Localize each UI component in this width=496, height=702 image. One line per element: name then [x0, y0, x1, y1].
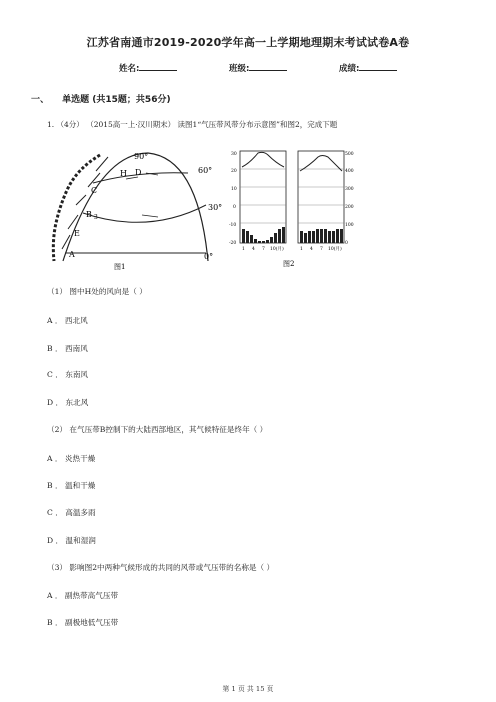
label-C: C — [91, 186, 98, 195]
section-number: 一、 — [31, 95, 50, 105]
svg-text:7: 7 — [262, 247, 265, 252]
pressure-belt-strip — [53, 155, 100, 261]
figure-2-caption: 图2 — [283, 260, 295, 268]
chart-gridlines — [240, 169, 344, 223]
section-heading — [31, 92, 171, 105]
label-B: B — [86, 210, 92, 219]
sq1-option-b[interactable]: B ． 西南风 — [47, 344, 88, 353]
svg-text:-20: -20 — [229, 241, 237, 246]
score-blank[interactable] — [359, 62, 397, 71]
lat-0-label: 0° — [204, 252, 214, 261]
inner-wind-arrows — [126, 173, 158, 217]
label-E: E — [74, 229, 80, 238]
figure-2-climate-charts — [228, 145, 353, 270]
page-footer: 第 1 页 共 15 页 — [222, 685, 274, 693]
subquestion-2-stem: （2） 在气压带B控制下的大陆西部地区，其气候特征是终年（ ） — [47, 425, 268, 434]
wind-arrows — [62, 157, 108, 249]
precip-bars-left — [242, 227, 285, 243]
label-H: H — [120, 169, 127, 178]
right-axis-ticks — [345, 151, 354, 246]
svg-text:400: 400 — [345, 169, 354, 174]
svg-text:1: 1 — [300, 247, 303, 252]
figure-1-wind-belts — [38, 143, 223, 273]
score-field[interactable] — [339, 62, 397, 74]
sq1-option-d[interactable]: D ． 东北风 — [47, 398, 89, 407]
svg-text:10: 10 — [231, 187, 237, 192]
lat-60-label: 60° — [198, 166, 213, 175]
sq1-option-c[interactable]: C ． 东南风 — [47, 370, 89, 379]
label-3: 3 — [94, 214, 98, 221]
precip-bars-right — [300, 229, 343, 243]
svg-text:7: 7 — [320, 247, 323, 252]
svg-text:10(月): 10(月) — [270, 247, 284, 252]
left-axis-ticks — [229, 151, 237, 246]
class-blank[interactable] — [249, 62, 287, 71]
figure-1-caption: 图1 — [114, 263, 126, 271]
svg-text:0: 0 — [345, 241, 348, 246]
latitude-30-line — [83, 205, 206, 222]
sq3-option-a[interactable]: A ． 副热带高气压带 — [47, 591, 119, 600]
name-blank[interactable] — [139, 62, 177, 71]
lat-90-label: 90° — [134, 152, 149, 161]
sq3-option-b[interactable]: B ． 副极地低气压带 — [47, 618, 119, 627]
label-A: A — [69, 250, 75, 259]
name-field[interactable] — [119, 62, 177, 74]
class-field[interactable] — [229, 62, 287, 74]
class-label: 班级: — [229, 64, 250, 74]
svg-text:300: 300 — [345, 187, 354, 192]
svg-text:4: 4 — [310, 247, 313, 252]
svg-text:4: 4 — [252, 247, 255, 252]
svg-text:500: 500 — [345, 152, 354, 157]
page-title: 江苏省南通市2019-2020学年高一上学期地理期末考试试卷A卷 — [86, 36, 410, 49]
sq1-option-a[interactable]: A ． 西北风 — [47, 316, 88, 325]
temp-curve-left — [242, 152, 284, 167]
name-label: 姓名: — [119, 64, 140, 74]
month-ticks — [242, 245, 342, 252]
svg-text:100: 100 — [345, 223, 354, 228]
sq2-option-a[interactable]: A ． 炎热干燥 — [47, 454, 96, 463]
svg-text:200: 200 — [345, 205, 354, 210]
sq2-option-b[interactable]: B ． 温和干燥 — [47, 481, 96, 490]
sq2-option-c[interactable]: C ． 高温多雨 — [47, 508, 96, 517]
svg-text:1: 1 — [242, 247, 245, 252]
subquestion-1-stem: （1） 图中H处的风向是（ ） — [47, 287, 147, 296]
lat-30-label: 30° — [208, 203, 223, 212]
svg-text:30: 30 — [231, 152, 237, 157]
subquestion-3-stem: （3） 影响图2中两种气候形成的共同的风带或气压带的名称是（ ） — [47, 563, 275, 572]
svg-text:20: 20 — [231, 169, 237, 174]
svg-text:-10: -10 — [229, 223, 237, 228]
svg-text:10(月): 10(月) — [328, 247, 342, 252]
temp-curve-right — [300, 156, 342, 172]
section-label: 单选题 (共15题；共56分) — [62, 95, 171, 105]
sq2-option-d[interactable]: D ． 温和湿润 — [47, 536, 96, 545]
score-label: 成绩: — [339, 64, 360, 74]
svg-text:0: 0 — [233, 205, 236, 210]
label-D: D — [135, 168, 142, 177]
question-1-stem: 1. （4分） （2015高一上·汉川期末） 读图1“气压带风带分布示意图”和图2，完成下题 — [47, 120, 338, 129]
